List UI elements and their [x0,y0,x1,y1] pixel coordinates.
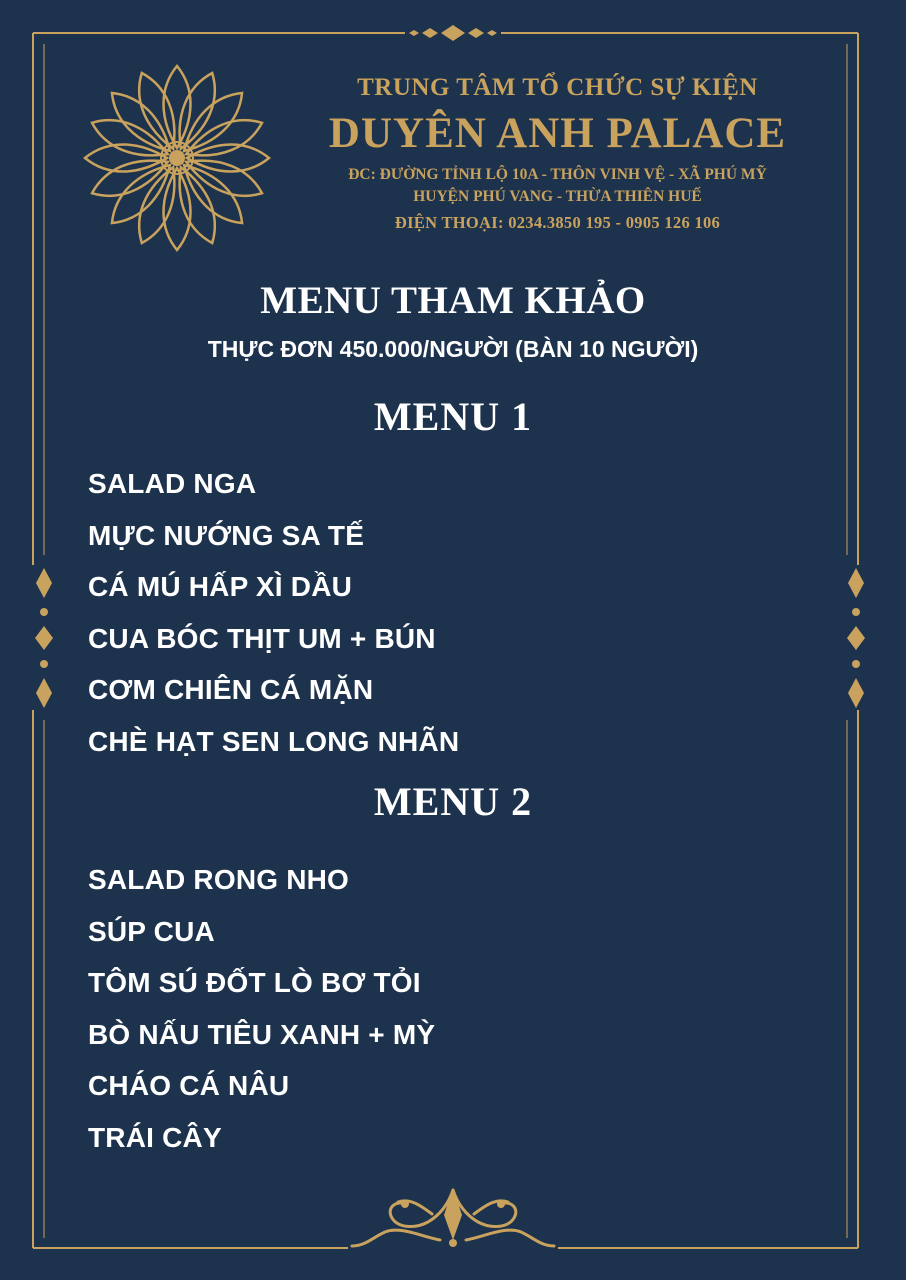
list-item: TRÁI CÂY [88,1121,222,1153]
top-diamond-ornament-icon [409,25,497,41]
menu-1-heading: MENU 1 [373,394,533,439]
menu-1-list [88,464,459,773]
venue-address-line1: ĐC: ĐƯỜNG TỈNH LỘ 10A - THÔN VINH VỆ - XÃ PHÚ MỸ [348,166,767,183]
list-item: SALAD RONG NHO [88,864,350,895]
venue-address-line2: HUYỆN PHÚ VANG - THỪA THIÊN HUẾ [413,188,702,205]
venue-name: DUYÊN ANH PALACE [328,110,787,157]
menu-2-list [88,860,435,1169]
list-item: BÒ NẤU TIÊU XANH + MỲ [88,1018,436,1050]
list-item: CHÈ HẠT SEN LONG NHÃN [88,725,460,757]
list-item: CUA BÓC THỊT UM + BÚN [88,622,436,654]
list-item: MỰC NƯỚNG SA TẾ [88,519,365,551]
menu-2-heading: MENU 2 [373,779,533,824]
list-item: SALAD NGA [88,468,257,499]
list-item: SÚP CUA [88,915,215,947]
list-item: CƠM CHIÊN CÁ MẶN [88,674,374,705]
price-subtitle: THỰC ĐƠN 450.000/NGƯỜI (BÀN 10 NGƯỜI) [207,336,699,362]
venue-phone: ĐIỆN THOẠI: 0234.3850 195 - 0905 126 106 [394,213,721,232]
list-item: TÔM SÚ ĐỐT LÒ BƠ TỎI [88,967,421,998]
right-diamond-ornament-icon [847,568,865,708]
lotus-logo-icon [85,66,269,250]
venue-subtitle: TRUNG TÂM TỔ CHỨC SỰ KIỆN [357,74,758,101]
page-title: MENU THAM KHẢO [260,279,646,322]
list-item: CÁ MÚ HẤP XÌ DẦU [88,571,353,602]
list-item: CHÁO CÁ NÂU [88,1070,290,1101]
left-diamond-ornament-icon [35,568,53,708]
venue-header [300,72,815,236]
